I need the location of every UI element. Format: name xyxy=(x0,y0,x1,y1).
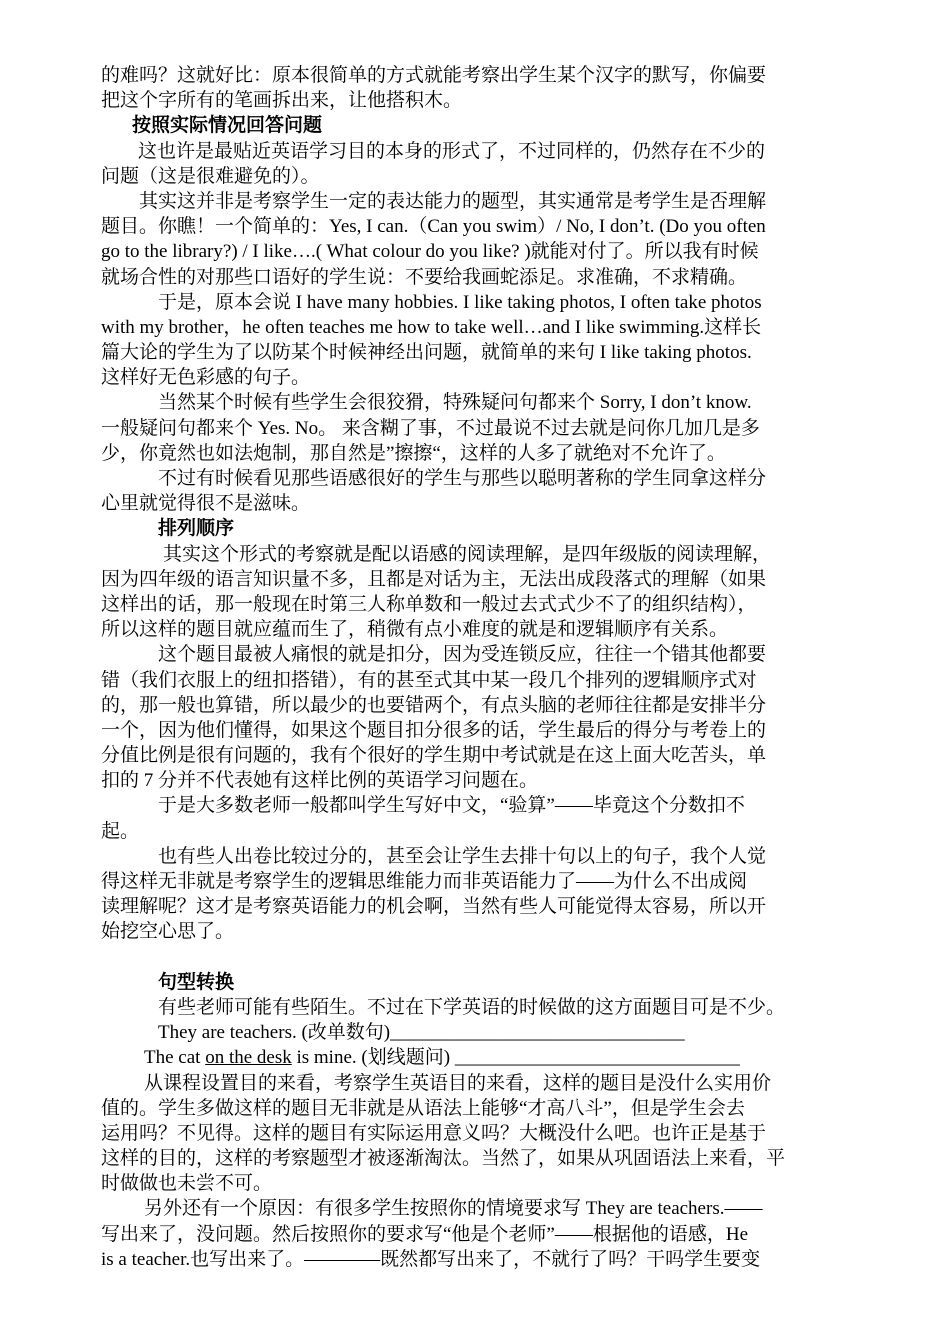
text-line: 读理解呢？这才是考察英语能力的机会啊，当然有些人可能觉得太容易，所以开 xyxy=(101,896,767,918)
text-line: 有些老师可能有些陌生。不过在下学英语的时候做的这方面题目可是不少。 xyxy=(158,996,786,1018)
text-line: 时做做也未尝不可。 xyxy=(101,1173,273,1195)
text-line: 题目。你瞧！一个简单的：Yes, I can.（Can you swim）/ No, I don’t. (Do you often xyxy=(101,216,766,238)
text-line: 得这样无非就是考察学生的逻辑思维能力而非英语能力了——为什么不出成阅 xyxy=(101,871,748,892)
text-line: 所以这样的题目就应蕴而生了，稍微有点小难度的就是和逻辑顺序有关系。 xyxy=(101,619,729,641)
text-line: 始挖空心思了。 xyxy=(101,921,235,943)
text-line: 于是大多数老师一般都叫学生写好中文，“验算”——毕竟这个分数扣不 xyxy=(158,795,745,817)
example-text: The cat xyxy=(144,1047,206,1069)
text-line: 错（我们衣服上的纽扣搭错），有的甚至式其中某一段几个排列的逻辑顺序式对 xyxy=(101,669,757,691)
text-line: 值的。学生多做这样的题目无非就是从语法上能够“才高八斗”，但是学生会去 xyxy=(101,1097,745,1119)
text-line: 于是，原本会说 I have many hobbies. I like taking photos, I often take photos xyxy=(158,291,762,313)
text-line: 写出来了，没问题。然后按照你的要求写“他是个老师”——根据他的语感，He xyxy=(101,1223,749,1245)
text-line: 从课程设置目的来看，考察学生英语目的来看，这样的题目是没什么实用价 xyxy=(144,1072,772,1094)
text-line: 一个，因为他们懂得，如果这个题目扣分很多的话，学生最后的得分与考卷上的 xyxy=(101,719,767,741)
text-line: is a teacher.也写出来了。————既然都写出来了，不就行了吗？干吗学生要变 xyxy=(101,1248,761,1270)
text-line: go to the library?) / I like….( What colour do you like? )就能对付了。所以我有时候 xyxy=(101,241,759,263)
text-line: 这样出的话，那一般现在时第三人称单数和一般过去式式少不了的组织结构）， xyxy=(101,593,757,615)
text-line: 其实这并非是考察学生一定的表达能力的题型，其实通常是考学生是否理解 xyxy=(139,190,767,212)
text-line: 另外还有一个原因：有很多学生按照你的情境要求写 They are teachers.—— xyxy=(144,1198,763,1220)
text-line: 一般疑问句都来个 Yes. No。 来含糊了事，不过最说不过去就是问你几加几是多 xyxy=(101,417,760,439)
text-line: 不过有时候看见那些语感很好的学生与那些以聪明著称的学生同拿这样分 xyxy=(158,468,767,489)
section-heading: 句型转换 xyxy=(158,971,235,993)
text-line: 少，你竟然也如法炮制，那自然是”擦擦“，这样的人多了就绝对不允许了。 xyxy=(101,442,726,464)
text-line: 扣的 7 分并不代表她有这样比例的英语学习问题在。 xyxy=(101,770,539,792)
example-text: is mine. (划线题问) xyxy=(291,1047,455,1069)
text-line: 这样的目的，这样的考察题型才被逐渐淘汰。当然了，如果从巩固语法上来看，平 xyxy=(101,1148,786,1170)
text-line: 问题（这是很难避免的）。 xyxy=(101,165,320,187)
text-line: 其实这个形式的考察就是配以语感的阅读理解，是四年级版的阅读理解， xyxy=(163,543,772,565)
text-line: with my brother，he often teaches me how to take well…and I like swimming.这样长 xyxy=(101,316,762,338)
text-line: 起。 xyxy=(101,820,140,842)
section-heading: 按照实际情况回答问题 xyxy=(132,115,323,137)
text-line: 这也许是最贴近英语学习目的本身的形式了，不过同样的，仍然存在不少的 xyxy=(138,140,766,162)
text-line: 的难吗？这就好比：原本很简单的方式就能考察出学生某个汉字的默写，你偏要 xyxy=(101,65,767,86)
text-line: 也有些人出卷比较过分的，甚至会让学生去排十句以上的句子，我个人觉 xyxy=(158,845,767,867)
underlined-phrase: on the desk xyxy=(205,1047,292,1069)
text-line: 把这个字所有的笔画拆出来，让他搭积木。 xyxy=(101,90,463,112)
text-line: 这个题目最被人痛恨的就是扣分，因为受连锁反应，往往一个错其他都要 xyxy=(158,644,767,666)
example-sentence xyxy=(101,1045,880,1070)
section-heading: 排列顺序 xyxy=(158,518,235,540)
text-line: 运用吗？不见得。这样的题目有实际运用意义吗？大概没什么吧。也许正是基于 xyxy=(101,1122,767,1144)
text-line: 这样好无色彩感的句子。 xyxy=(101,367,311,389)
text-line: 就场合性的对那些口语好的学生说：不要给我画蛇添足。求准确，不求精确。 xyxy=(101,266,748,288)
text-line: 分值比例是很有问题的，我有个很好的学生期中考试就是在这上面大吃苦头，单 xyxy=(101,745,767,767)
answer-blank: ______________________________ xyxy=(454,1047,740,1069)
text-line: 当然某个时候有些学生会很狡猾，特殊疑问句都来个 Sorry, I don’t know. xyxy=(158,392,752,414)
example-sentence xyxy=(101,1020,880,1045)
example-text: They are teachers. (改单数句) xyxy=(158,1022,391,1044)
blank-line xyxy=(101,945,880,970)
text-line: 的，那一般也算错，所以最少的也要错两个，有点头脑的老师往往都是安排半分 xyxy=(101,694,767,716)
text-line: 心里就觉得很不是滋味。 xyxy=(101,493,311,515)
answer-blank: _______________________________ xyxy=(390,1022,685,1044)
text-line: 篇大论的学生为了以防某个时候神经出问题，就简单的来句 I like taking photos. xyxy=(101,342,752,364)
text-line: 因为四年级的语言知识量不多，且都是对话为主，无法出成段落式的理解（如果 xyxy=(101,568,767,590)
